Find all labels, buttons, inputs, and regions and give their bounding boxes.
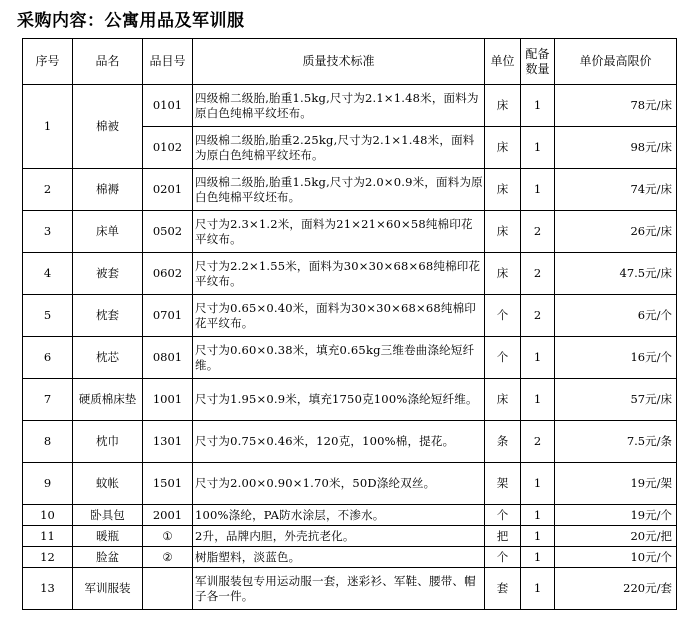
table-row	[23, 295, 677, 337]
cell-price: 19元/架	[555, 463, 677, 505]
cell-code: 0101	[143, 85, 193, 127]
cell-price: 19元/个	[555, 505, 677, 526]
cell-qty: 1	[521, 463, 555, 505]
cell-code: 0502	[143, 211, 193, 253]
cell-qty: 1	[521, 568, 555, 610]
cell-price: 57元/床	[555, 379, 677, 421]
table-row	[23, 211, 677, 253]
cell-code: 0102	[143, 127, 193, 169]
cell-unit: 床	[485, 379, 521, 421]
cell-seq: 4	[23, 253, 73, 295]
cell-price: 20元/把	[555, 526, 677, 547]
table-row	[23, 526, 677, 547]
cell-name: 棉被	[73, 85, 143, 169]
cell-spec: 尺寸为2.2×1.55米，面料为30×30×68×68纯棉印花平纹布。	[193, 253, 485, 295]
cell-code: ②	[143, 547, 193, 568]
header-seq: 序号	[23, 39, 73, 85]
table-row	[23, 379, 677, 421]
header-price: 单价最高限价	[555, 39, 677, 85]
table-row	[23, 169, 677, 211]
cell-qty: 1	[521, 505, 555, 526]
procurement-table	[22, 38, 677, 610]
cell-unit: 床	[485, 85, 521, 127]
cell-qty: 1	[521, 547, 555, 568]
cell-price: 6元/个	[555, 295, 677, 337]
cell-price: 98元/床	[555, 127, 677, 169]
table-row	[23, 337, 677, 379]
cell-seq: 6	[23, 337, 73, 379]
cell-seq: 7	[23, 379, 73, 421]
cell-name: 硬质棉床垫	[73, 379, 143, 421]
table-row	[23, 568, 677, 610]
cell-price: 78元/床	[555, 85, 677, 127]
cell-code: 1301	[143, 421, 193, 463]
cell-spec: 尺寸为0.65×0.40米，面料为30×30×68×68纯棉印花平纹布。	[193, 295, 485, 337]
table-row	[23, 547, 677, 568]
cell-unit: 床	[485, 211, 521, 253]
cell-qty: 1	[521, 85, 555, 127]
header-qty: 配备数量	[521, 39, 555, 85]
cell-seq: 13	[23, 568, 73, 610]
cell-spec: 尺寸为2.3×1.2米，面料为21×21×60×58纯棉印花平纹布。	[193, 211, 485, 253]
cell-seq: 2	[23, 169, 73, 211]
cell-spec: 尺寸为2.00×0.90×1.70米，50D涤纶双丝。	[193, 463, 485, 505]
cell-qty: 2	[521, 211, 555, 253]
cell-unit: 个	[485, 295, 521, 337]
header-code: 品目号	[143, 39, 193, 85]
cell-name: 被套	[73, 253, 143, 295]
cell-name: 暖瓶	[73, 526, 143, 547]
table-row	[23, 85, 677, 127]
cell-code: 0201	[143, 169, 193, 211]
cell-price: 74元/床	[555, 169, 677, 211]
cell-unit: 床	[485, 169, 521, 211]
cell-unit: 个	[485, 505, 521, 526]
cell-seq: 12	[23, 547, 73, 568]
cell-name: 蚊帐	[73, 463, 143, 505]
cell-seq: 8	[23, 421, 73, 463]
cell-spec: 尺寸为0.60×0.38米，填充0.65kg三维卷曲涤纶短纤维。	[193, 337, 485, 379]
cell-spec: 四级棉二级胎,胎重1.5kg,尺寸为2.0×0.9米，面料为原白色纯棉平纹坯布。	[193, 169, 485, 211]
cell-qty: 2	[521, 421, 555, 463]
cell-seq: 9	[23, 463, 73, 505]
cell-price: 10元/个	[555, 547, 677, 568]
cell-seq: 3	[23, 211, 73, 253]
cell-seq: 10	[23, 505, 73, 526]
cell-qty: 1	[521, 169, 555, 211]
cell-unit: 床	[485, 253, 521, 295]
cell-name: 军训服装	[73, 568, 143, 610]
table-header-row	[23, 39, 677, 85]
cell-unit: 个	[485, 337, 521, 379]
cell-spec: 2升，品牌内胆，外壳抗老化。	[193, 526, 485, 547]
cell-spec: 尺寸为1.95×0.9米，填充1750克100%涤纶短纤维。	[193, 379, 485, 421]
cell-qty: 2	[521, 295, 555, 337]
cell-name: 枕芯	[73, 337, 143, 379]
cell-qty: 1	[521, 379, 555, 421]
cell-price: 16元/个	[555, 337, 677, 379]
cell-unit: 套	[485, 568, 521, 610]
cell-code: 1501	[143, 463, 193, 505]
cell-spec: 四级棉二级胎,胎重2.25kg,尺寸为2.1×1.48米，面料为原白色纯棉平纹坯布。	[193, 127, 485, 169]
cell-qty: 1	[521, 127, 555, 169]
cell-price: 220元/套	[555, 568, 677, 610]
cell-seq: 5	[23, 295, 73, 337]
header-name: 品名	[73, 39, 143, 85]
header-unit: 单位	[485, 39, 521, 85]
page-title: 采购内容：公寓用品及军训服	[17, 11, 245, 31]
cell-seq: 11	[23, 526, 73, 547]
cell-code	[143, 568, 193, 610]
cell-name: 床单	[73, 211, 143, 253]
cell-qty: 1	[521, 337, 555, 379]
cell-unit: 个	[485, 547, 521, 568]
cell-price: 26元/床	[555, 211, 677, 253]
cell-spec: 军训服装包专用运动服一套，迷彩衫、军鞋、腰带、帽子各一件。	[193, 568, 485, 610]
cell-code: 0701	[143, 295, 193, 337]
cell-name: 枕套	[73, 295, 143, 337]
cell-unit: 床	[485, 127, 521, 169]
cell-spec: 树脂塑料，淡蓝色。	[193, 547, 485, 568]
cell-unit: 把	[485, 526, 521, 547]
table-row	[23, 505, 677, 526]
cell-code: 1001	[143, 379, 193, 421]
cell-code: 0801	[143, 337, 193, 379]
cell-spec: 100%涤纶，PA防水涂层，不渗水。	[193, 505, 485, 526]
cell-spec: 尺寸为0.75×0.46米，120克，100%棉，提花。	[193, 421, 485, 463]
cell-price: 47.5元/床	[555, 253, 677, 295]
cell-qty: 1	[521, 526, 555, 547]
table-row	[23, 463, 677, 505]
header-spec: 质量技术标准	[193, 39, 485, 85]
cell-qty: 2	[521, 253, 555, 295]
table-row	[23, 421, 677, 463]
cell-seq: 1	[23, 85, 73, 169]
cell-name: 卧具包	[73, 505, 143, 526]
cell-code: ①	[143, 526, 193, 547]
cell-code: 2001	[143, 505, 193, 526]
cell-spec: 四级棉二级胎,胎重1.5kg,尺寸为2.1×1.48米，面料为原白色纯棉平纹坯布。	[193, 85, 485, 127]
table-row	[23, 253, 677, 295]
cell-name: 脸盆	[73, 547, 143, 568]
cell-unit: 条	[485, 421, 521, 463]
cell-name: 枕巾	[73, 421, 143, 463]
cell-name: 棉褥	[73, 169, 143, 211]
cell-code: 0602	[143, 253, 193, 295]
cell-unit: 架	[485, 463, 521, 505]
cell-price: 7.5元/条	[555, 421, 677, 463]
